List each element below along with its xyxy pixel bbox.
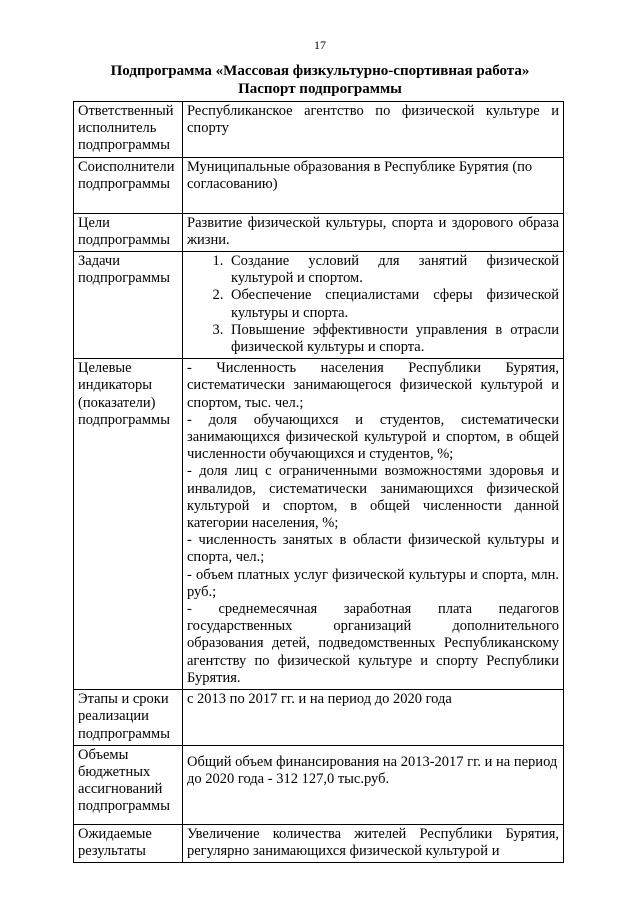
list-item: - численность занятых в области физической культуры и спорта, чел.; xyxy=(187,532,559,566)
row-label: Ответственный исполнитель подпрограммы xyxy=(74,102,183,158)
page-number: 17 xyxy=(314,38,326,52)
row-label: Соисполнители подпрограммы xyxy=(74,157,183,213)
row-label: Объемы бюджетных ассигнований подпрограммы xyxy=(74,745,183,824)
row-value: Увеличение количества жителей Республики Бурятия, регулярно занимающихся физической культурой и xyxy=(183,824,564,862)
table-row-tasks xyxy=(74,252,564,359)
row-label: Цели подпрограммы xyxy=(74,213,183,251)
list-item: - доля лиц с ограниченными возможностями здоровья и инвалидов, систематически занимающихся физической культурой и спортом, в общей численности данной категории населения, %; xyxy=(187,463,559,532)
list-item: - среднемесячная заработная плата педагогов государственных организаций дополнительного образования детей, подведомственных Республиканскому агентству по физической культуре и спорту Республики Бурятия. xyxy=(187,601,559,686)
row-label: Задачи подпрограммы xyxy=(74,252,183,359)
document-title: Подпрограмма «Массовая физкультурно-спортивная работа» xyxy=(110,63,530,79)
row-value: Развитие физической культуры, спорта и здорового образа жизни. xyxy=(183,213,564,251)
row-label: Этапы и сроки реализации подпрограммы xyxy=(74,690,183,746)
list-item: 2. Обеспечение специалистами сферы физической культуры и спорта. xyxy=(227,287,559,321)
row-value xyxy=(183,359,564,690)
row-value: Республиканское агентство по физической культуре и спорту xyxy=(183,102,564,158)
table-row-results xyxy=(74,824,564,862)
document-subtitle: Паспорт подпрограммы xyxy=(238,81,402,97)
row-value: Муниципальные образования в Республике Бурятия (по согласованию) xyxy=(183,157,564,213)
row-value: с 2013 по 2017 гг. и на период до 2020 года xyxy=(183,690,564,746)
table-row-indicators xyxy=(74,359,564,690)
list-item: - доля обучающихся и студентов, систематически занимающихся физической культурой и спортом, в общей численности обучающихся и студентов, %; xyxy=(187,411,559,463)
table-row-goals xyxy=(74,213,564,251)
table-row-budget xyxy=(74,745,564,824)
table-row-executor xyxy=(74,102,564,158)
row-label: Целевые индикаторы (показатели) подпрограммы xyxy=(74,359,183,690)
heading-block xyxy=(0,62,640,98)
table-row-stages xyxy=(74,690,564,746)
list-item: 1. Создание условий для занятий физической культурой и спортом. xyxy=(227,253,559,287)
row-value xyxy=(183,252,564,359)
row-label: Ожидаемые результаты xyxy=(74,824,183,862)
passport-table xyxy=(73,101,564,863)
table-row-co-executors xyxy=(74,157,564,213)
list-item: - Численность населения Республики Бурятия, систематически занимающегося физической культурой и спортом, тыс. чел.; xyxy=(187,360,559,411)
list-item: - объем платных услуг физической культуры и спорта, млн. руб.; xyxy=(187,566,559,600)
row-value: Общий объем финансирования на 2013-2017 гг. и на период до 2020 года - 312 127,0 тыс.руб. xyxy=(183,745,564,824)
tasks-list xyxy=(187,253,559,356)
list-item: 3. Повышение эффективности управления в отрасли физической культуры и спорта. xyxy=(227,322,559,356)
